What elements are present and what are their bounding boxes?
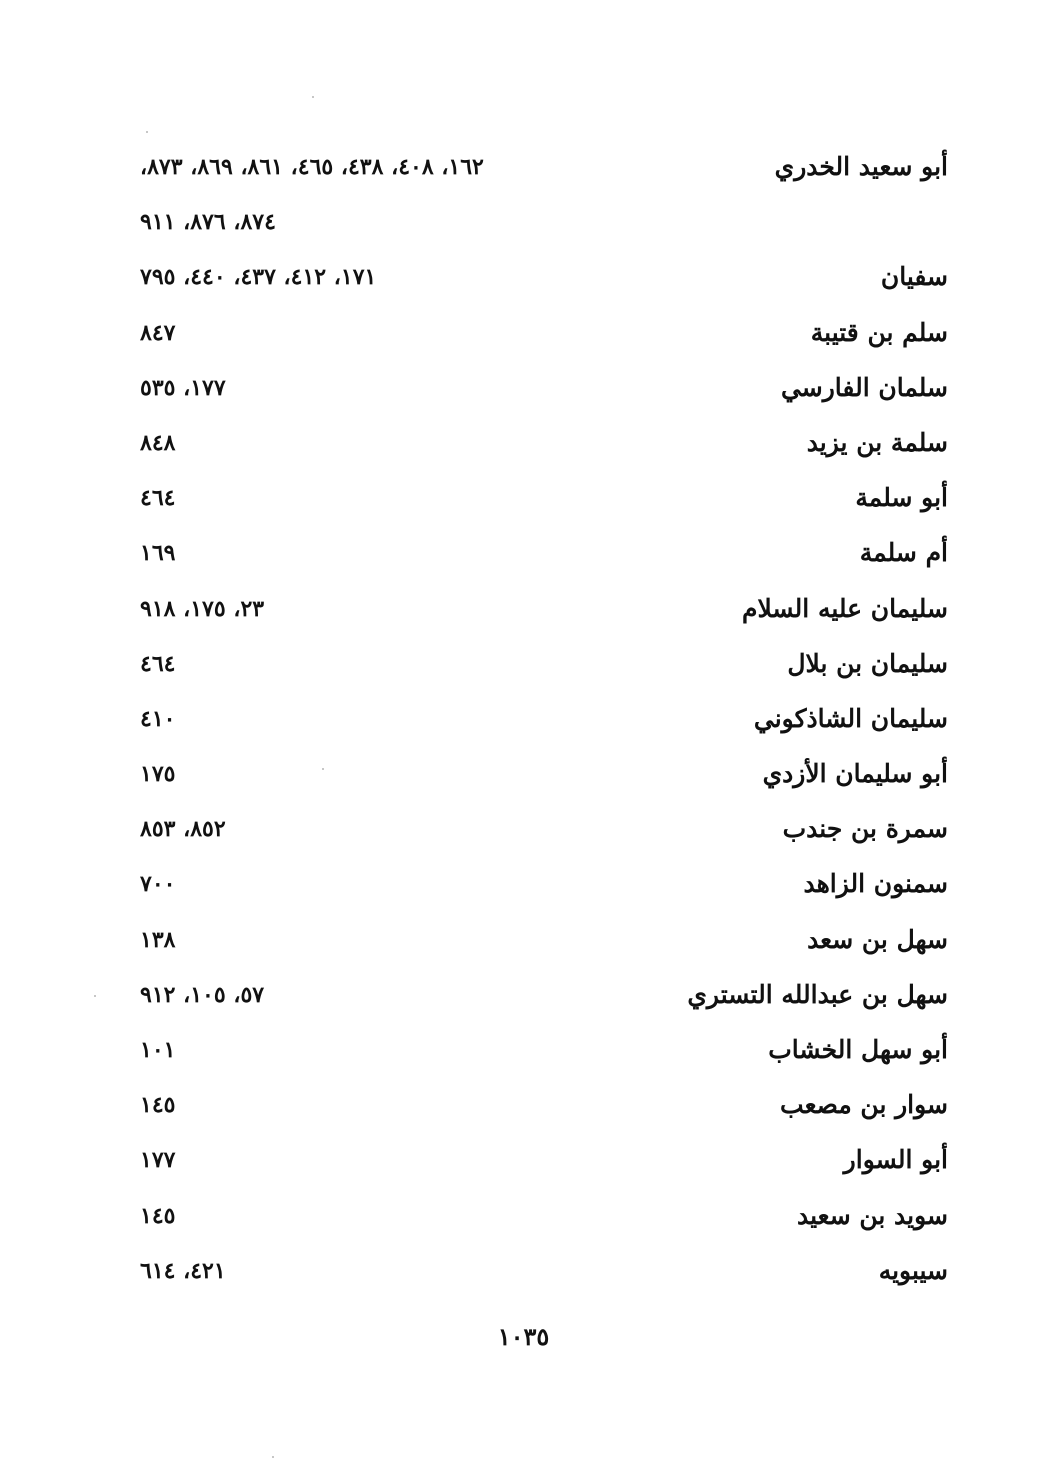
scan-speck <box>272 1456 274 1458</box>
entry-page-refs: ١٤٥ <box>140 1202 176 1229</box>
scan-speck <box>94 995 96 997</box>
index-entry <box>140 1023 948 1078</box>
entry-name: سويد بن سعيد <box>796 1200 948 1230</box>
index-entry <box>140 306 948 361</box>
entry-name: أبو سليمان الأزدي <box>762 759 948 789</box>
entry-name: أبو سلمة <box>855 483 948 513</box>
index-entry <box>140 692 948 747</box>
entry-name: أبو السوار <box>843 1145 948 1175</box>
entry-page-refs: ٢٣، ١٧٥، ٩١٨ <box>140 595 265 622</box>
entry-page-refs: ٥٧، ١٠٥، ٩١٢ <box>140 981 265 1008</box>
entry-page-refs: ١٦٢، ٤٠٨، ٤٣٨، ٤٦٥، ٨٦١، ٨٦٩، ٨٧٣، <box>140 154 484 180</box>
entry-page-refs: ١٧١، ٤١٢، ٤٣٧، ٤٤٠، ٧٩٥ <box>140 264 377 291</box>
entry-name: سليمان بن بلال <box>787 648 948 678</box>
index-entry <box>140 250 948 305</box>
entry-name: سليمان عليه السلام <box>741 593 948 623</box>
index-entry <box>140 1133 948 1188</box>
scan-speck <box>146 131 148 133</box>
entry-name: سوار بن مصعب <box>780 1090 948 1120</box>
index-entry <box>140 968 948 1023</box>
entry-page-refs: ١٧٧ <box>140 1147 176 1174</box>
scan-speck <box>312 96 314 98</box>
entry-name: سيبويه <box>878 1255 948 1285</box>
entry-name: سمرة بن جندب <box>782 814 948 844</box>
page-number: ١٠٣٥ <box>497 1322 550 1351</box>
index-entry <box>140 913 948 968</box>
index-entry <box>140 471 948 526</box>
index-entry <box>140 1244 948 1299</box>
index-entry <box>140 361 948 416</box>
entry-page-refs: ١٣٨ <box>140 926 176 953</box>
index-entry <box>140 1078 948 1133</box>
index-entry <box>140 802 948 857</box>
entry-page-refs: ١٦٩ <box>140 540 176 567</box>
index-entry <box>140 582 948 637</box>
entry-name: سلم بن قتيبة <box>810 317 948 347</box>
entry-page-refs: ٨٤٨ <box>140 429 176 456</box>
entry-name: أبو سعيد الخدري <box>774 152 948 181</box>
entry-page-refs: ١٠١ <box>140 1037 176 1063</box>
entry-name: سلمة بن يزيد <box>806 427 948 457</box>
index-entry <box>140 747 948 802</box>
index-entry <box>140 637 948 692</box>
name-index-list <box>140 140 948 1299</box>
entry-page-refs: ٧٠٠ <box>140 871 176 898</box>
entry-name: سفيان <box>880 262 948 292</box>
entry-page-refs: ٤٦٤ <box>140 650 176 677</box>
index-entry <box>140 416 948 471</box>
entry-page-refs: ١٧٧، ٥٣٥ <box>140 374 226 401</box>
entry-name: سمنون الزاهد <box>803 869 948 899</box>
index-entry <box>140 195 948 250</box>
entry-name: سهل بن سعد <box>807 924 948 954</box>
index-entry <box>140 526 948 581</box>
entry-page-refs: ٨٧٤، ٨٧٦، ٩١١ <box>140 209 276 236</box>
entry-page-refs: ١٧٥ <box>140 761 176 788</box>
index-entry <box>140 857 948 912</box>
entry-page-refs: ٤٦٤ <box>140 485 176 512</box>
index-entry <box>140 1189 948 1244</box>
index-entry <box>140 140 948 195</box>
entry-page-refs: ٤١٠ <box>140 705 176 732</box>
entry-page-refs: ٤٢١، ٦١٤ <box>140 1257 226 1284</box>
entry-name: سليمان الشاذكوني <box>753 703 948 733</box>
entry-name: أم سلمة <box>859 538 948 568</box>
entry-name: سهل بن عبدالله التستري <box>687 979 948 1009</box>
scan-speck <box>322 768 324 770</box>
entry-page-refs: ٨٤٧ <box>140 319 176 346</box>
entry-page-refs: ١٤٥ <box>140 1092 176 1119</box>
entry-page-refs: ٨٥٢، ٨٥٣ <box>140 816 226 843</box>
entry-name: سلمان الفارسي <box>780 372 948 402</box>
entry-name: أبو سهل الخشاب <box>768 1035 948 1064</box>
